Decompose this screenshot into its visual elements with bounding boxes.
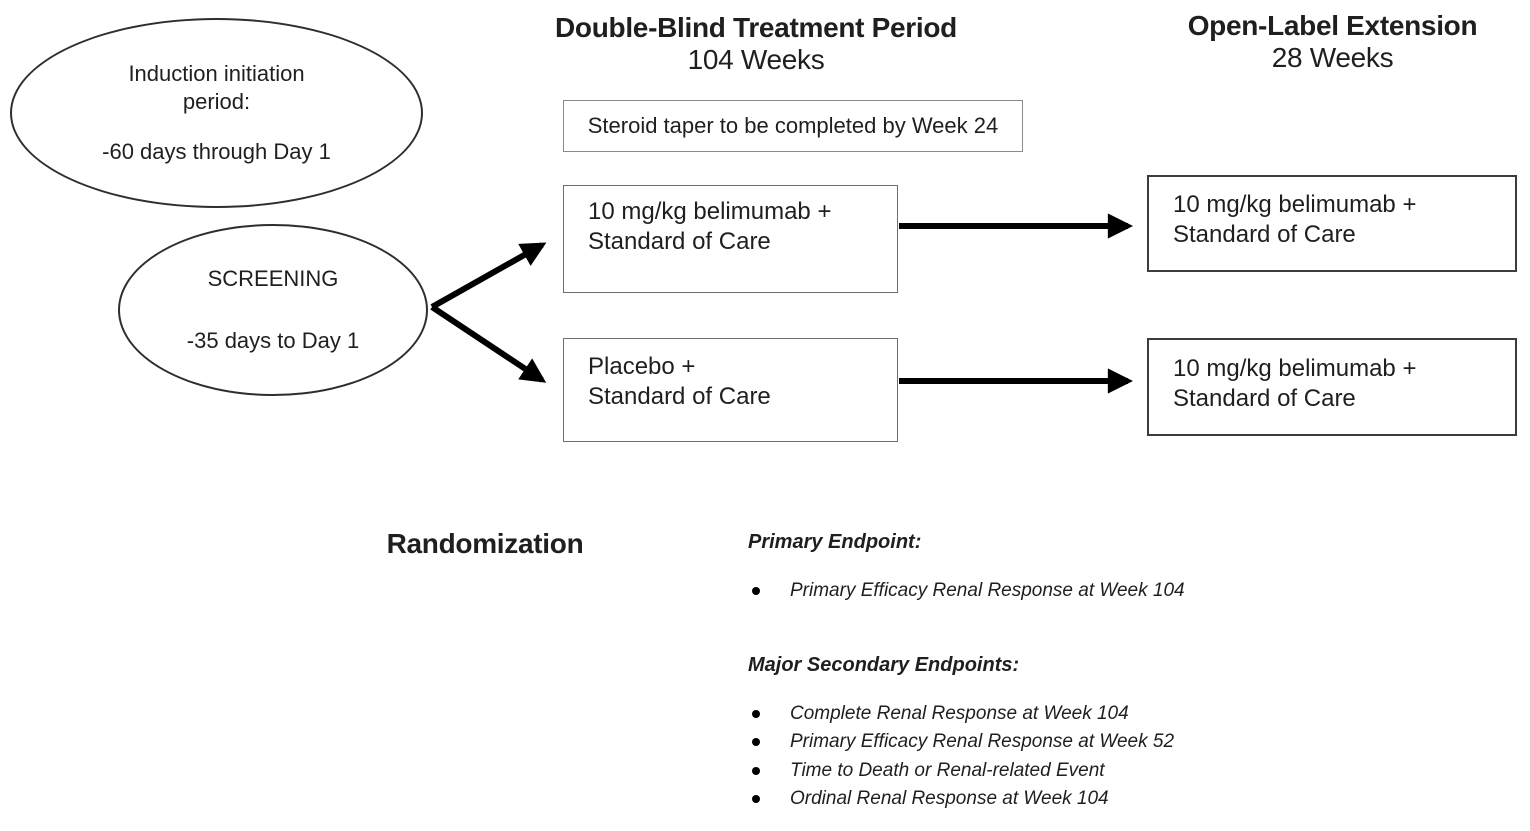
- list-item: [748, 700, 1388, 729]
- screening-title: SCREENING: [207, 266, 339, 291]
- double-blind-title: Double-Blind Treatment Period: [554, 12, 957, 43]
- randomization-label: Randomization: [386, 528, 584, 559]
- primary-endpoint-item: Primary Efficacy Renal Response at Week 104: [790, 580, 1185, 601]
- list-item: [748, 785, 1388, 814]
- induction-range: -60 days through Day 1: [102, 139, 331, 164]
- bullet-icon: [752, 767, 760, 775]
- list-item: [748, 728, 1388, 757]
- secondary-endpoint-item: Primary Efficacy Renal Response at Week 52: [790, 731, 1175, 752]
- db-belimumab-arm-box: [563, 185, 898, 293]
- db-placebo-arm-box: [563, 338, 898, 442]
- induction-period-ellipse: [10, 18, 423, 208]
- open-label-title: Open-Label Extension: [1187, 10, 1478, 41]
- ole-upper-arm-box: [1147, 175, 1517, 272]
- steroid-taper-note-box: [563, 100, 1023, 152]
- bullet-icon: [752, 587, 760, 595]
- secondary-endpoint-item: Complete Renal Response at Week 104: [790, 702, 1129, 724]
- list-item: [748, 577, 1388, 606]
- db-placebo-line2: Standard of Care: [588, 383, 771, 410]
- ole-upper-line2: Standard of Care: [1173, 221, 1356, 248]
- open-label-phase-header: [1175, 10, 1490, 74]
- db-belimumab-line1: 10 mg/kg belimumab +: [588, 198, 832, 225]
- bullet-icon: [752, 738, 760, 746]
- screening-range: -35 days to Day 1: [186, 328, 360, 353]
- ole-lower-arm-box: [1147, 338, 1517, 436]
- randomization-arrow-lower: [432, 307, 542, 380]
- ole-lower-line2: Standard of Care: [1173, 385, 1356, 412]
- secondary-endpoint-item: Ordinal Renal Response at Week 104: [790, 788, 1109, 809]
- double-blind-phase-header: [538, 12, 974, 76]
- endpoints-section: [748, 529, 1388, 814]
- primary-endpoint-heading: Primary Endpoint:: [748, 531, 922, 553]
- db-belimumab-line2: Standard of Care: [588, 228, 771, 255]
- open-label-duration: 28 Weeks: [1271, 42, 1394, 73]
- randomization-arrow-upper: [432, 245, 542, 307]
- bullet-icon: [752, 795, 760, 803]
- screening-ellipse: [118, 224, 428, 396]
- secondary-endpoint-item: Time to Death or Renal-related Event: [790, 759, 1105, 781]
- secondary-endpoints-heading: Major Secondary Endpoints:: [748, 653, 1020, 676]
- bullet-icon: [752, 710, 760, 718]
- induction-line1: Induction initiation: [128, 61, 305, 86]
- secondary-endpoints-list: [748, 700, 1388, 814]
- ole-upper-line1: 10 mg/kg belimumab +: [1173, 191, 1417, 218]
- ole-lower-line1: 10 mg/kg belimumab +: [1173, 355, 1417, 382]
- list-item: [748, 757, 1388, 786]
- induction-line2: period:: [182, 89, 251, 114]
- double-blind-duration: 104 Weeks: [687, 44, 825, 75]
- steroid-taper-note: Steroid taper to be completed by Week 24: [587, 113, 999, 138]
- primary-endpoint-list: [748, 577, 1388, 606]
- db-placebo-line1: Placebo +: [588, 353, 696, 380]
